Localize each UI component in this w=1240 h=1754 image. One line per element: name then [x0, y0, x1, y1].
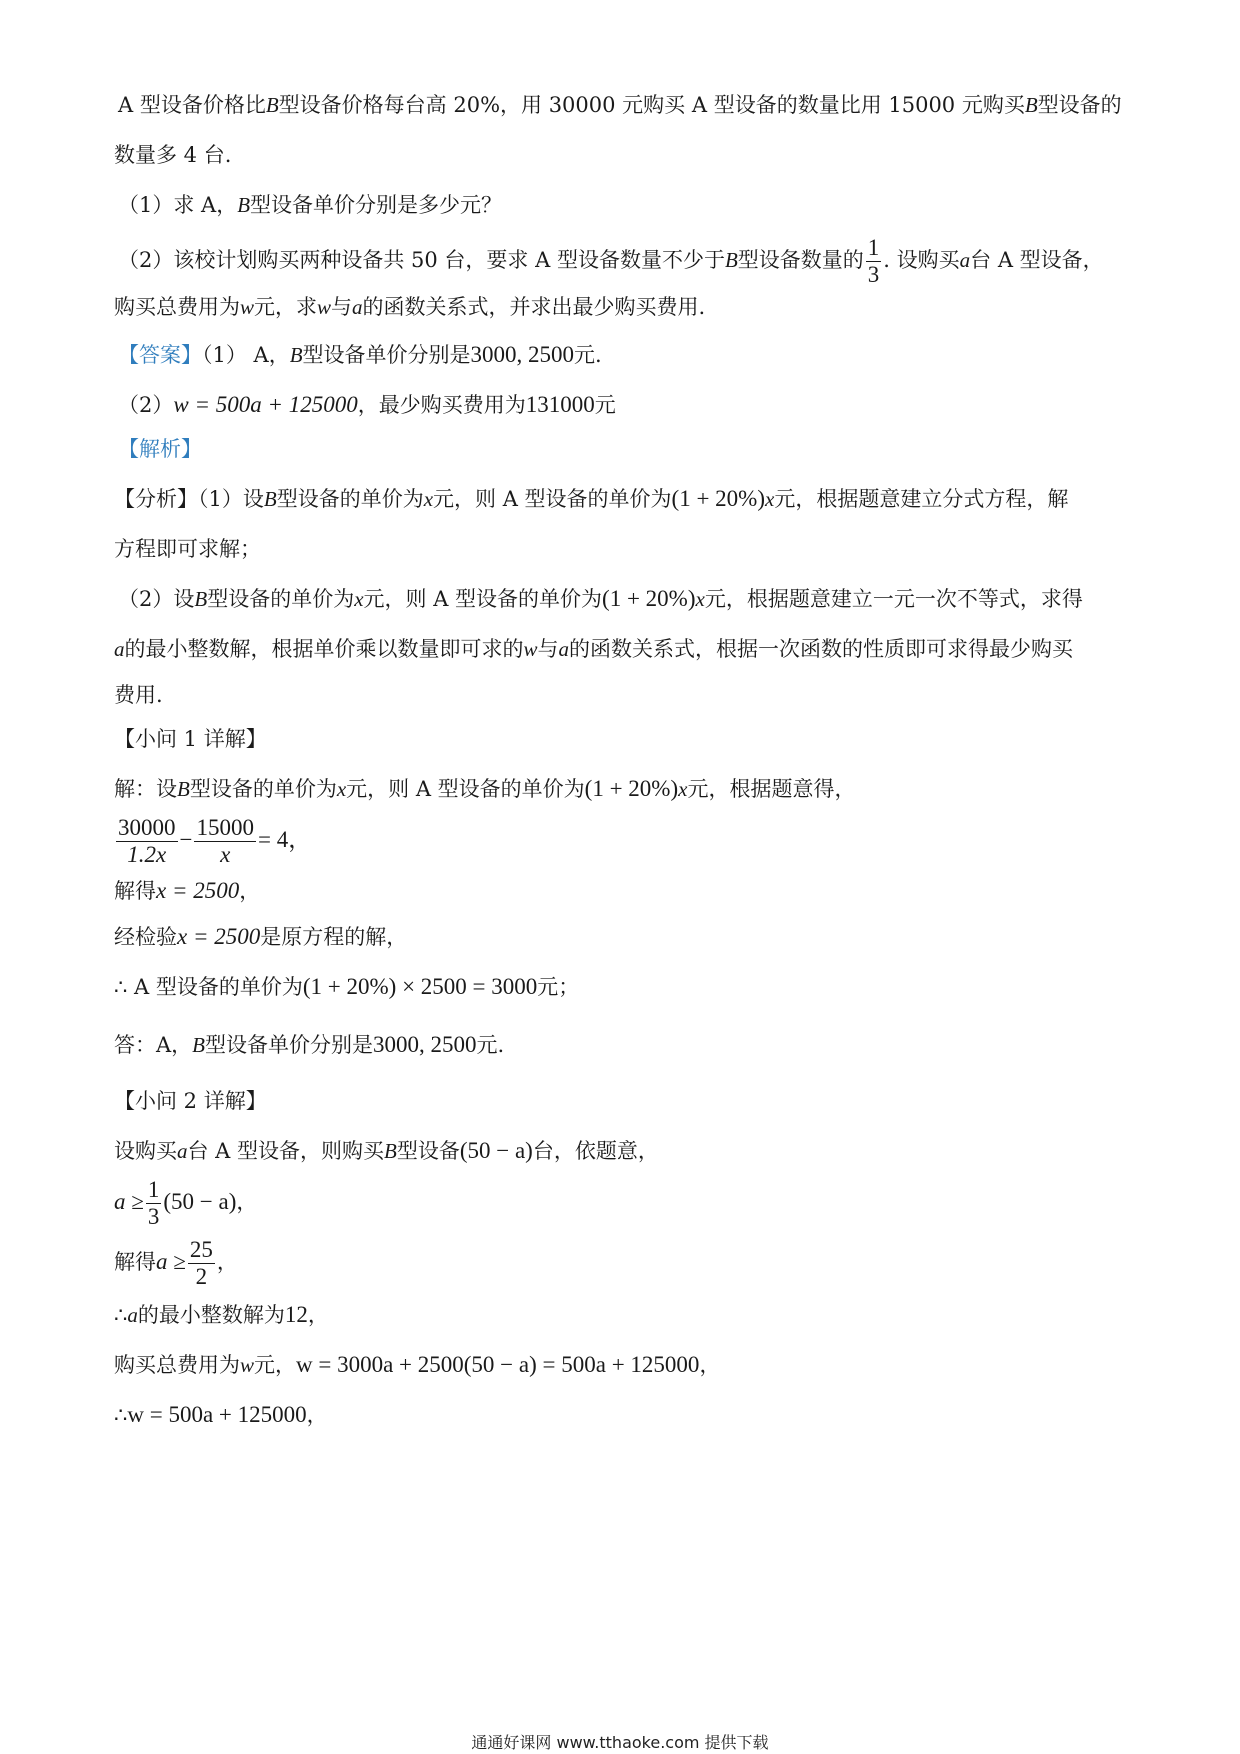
- var-b: B: [724, 248, 738, 272]
- text: 型设备的单价为: [276, 487, 424, 511]
- text: 设购买: [114, 1139, 177, 1163]
- var-b: B: [177, 777, 190, 801]
- text: 型设备单价分别是多少元？: [250, 193, 503, 217]
- answer-line-1: [118, 340, 602, 370]
- detail-2-tag: 【小问 2 详解】: [114, 1089, 267, 1113]
- text: 的函数关系式，并求出最少购买费用.: [362, 295, 706, 319]
- var-b: B: [289, 343, 303, 367]
- text: 与: [331, 295, 353, 319]
- text: 经检验: [114, 925, 177, 949]
- equation-1: [114, 812, 311, 868]
- analysis-line-3: [118, 584, 1083, 614]
- question-1: [118, 190, 502, 220]
- text: ∴: [114, 1303, 128, 1327]
- question-2-line-1: [118, 234, 1104, 288]
- var-b: B: [384, 1139, 397, 1163]
- math: (50 − a): [163, 1189, 237, 1214]
- text: 购买总费用为: [114, 1353, 240, 1377]
- text: 元，: [254, 1353, 297, 1377]
- problem-line-2: 数量多 4 台.: [114, 143, 232, 167]
- text: 【分析】（1）设: [114, 487, 264, 511]
- text: （2）该校计划购买两种设备共 50 台，要求 A 型设备数量不少于: [118, 248, 725, 272]
- text: 台，依题意，: [532, 1139, 659, 1163]
- analysis-line-5: 费用.: [114, 683, 163, 707]
- text: 型设备数量的: [737, 248, 864, 272]
- text: ∴: [114, 1403, 128, 1427]
- math: 12: [284, 1302, 308, 1327]
- var-w: w: [523, 637, 538, 661]
- fraction-denominator: 3: [867, 262, 880, 287]
- math: 3000, 2500: [470, 342, 575, 367]
- var-x: x: [336, 777, 347, 801]
- var-w: w: [240, 1353, 255, 1377]
- var-b: B: [192, 1033, 205, 1057]
- fraction-denominator: 3: [147, 1204, 160, 1229]
- analysis-tag: 【解析】: [118, 437, 202, 461]
- math: a ≥: [114, 1189, 144, 1214]
- math: 131000: [525, 392, 595, 417]
- detail-1-line-6: [114, 1030, 504, 1060]
- var-w: w: [240, 295, 255, 319]
- text: 解得: [114, 1250, 156, 1274]
- fraction-denominator: x: [220, 842, 231, 867]
- fraction-denominator: 2: [195, 1264, 208, 1289]
- fraction-numerator: 15000: [196, 815, 254, 840]
- text: 型设备的单价为: [189, 777, 337, 801]
- answer-line-2: [118, 390, 616, 420]
- text: 答：A，: [114, 1033, 193, 1057]
- text: （2）: [118, 393, 174, 417]
- var-b: B: [1024, 93, 1038, 117]
- text: 型设备价格每台高 20%，用 30000 元购买 A 型设备的数量比用 15000 元购买: [278, 93, 1025, 117]
- text: ，: [216, 1250, 238, 1274]
- text: A 型设备价格比: [118, 93, 266, 117]
- var-b: B: [194, 587, 208, 611]
- var-b: B: [265, 93, 279, 117]
- text: 元: [594, 393, 616, 417]
- math: 3000, 2500: [373, 1032, 477, 1057]
- fraction-one-third: [866, 235, 882, 288]
- fraction: [116, 815, 178, 868]
- detail-2-line-5: [114, 1350, 720, 1380]
- var-x: x: [354, 587, 364, 611]
- detail-2-line-6: [114, 1400, 328, 1430]
- fraction-numerator: 1: [867, 235, 880, 260]
- var-x: x: [765, 487, 775, 511]
- text: 元.: [476, 1033, 505, 1057]
- text: ，: [306, 1403, 328, 1427]
- text: 解得: [114, 879, 156, 903]
- math: a ≥: [156, 1249, 186, 1274]
- text: 元，根据题意建立一元一次不等式，求得: [704, 587, 1083, 611]
- text: （2）设: [118, 587, 195, 611]
- text: 元.: [574, 343, 602, 367]
- text: 型设备: [396, 1139, 460, 1163]
- math: x = 2500: [156, 878, 240, 903]
- problem-line-1: [118, 90, 1122, 120]
- text: 型设备的单价为: [207, 587, 355, 611]
- text: （1）求 A，: [118, 193, 238, 217]
- analysis-line-4: [114, 634, 1073, 664]
- math: (1 + 20%) × 2500 = 3000: [302, 974, 538, 999]
- text: 解：设: [114, 777, 177, 801]
- question-2-line-2: [114, 292, 705, 322]
- detail-2-line-1: [114, 1136, 659, 1166]
- text: （1） A，: [202, 343, 290, 367]
- text: 购买总费用为: [114, 295, 240, 319]
- math: (50 − a): [459, 1138, 533, 1163]
- math: w = 500a + 125000: [173, 392, 358, 417]
- text: 元，求: [254, 295, 318, 319]
- var-b: B: [263, 487, 277, 511]
- fraction-one-third: [146, 1177, 162, 1230]
- text: 型设备单价分别是: [205, 1033, 373, 1057]
- detail-2-line-2: [114, 1174, 257, 1230]
- text: . 设购买: [883, 248, 960, 272]
- math: = 4，: [257, 827, 312, 852]
- fraction-numerator: 30000: [118, 815, 176, 840]
- detail-1-line-1: [114, 774, 855, 804]
- text: 元，则 A 型设备的单价为: [433, 487, 672, 511]
- text: ∴ A 型设备的单价为: [114, 975, 303, 999]
- text: 型设备单价分别是: [302, 343, 471, 367]
- analysis-line-2: 方程即可求解；: [114, 537, 261, 561]
- var-a: a: [114, 637, 125, 661]
- text: 台 A 型设备，: [970, 248, 1104, 272]
- math: w = 3000a + 2500(50 − a) = 500a + 125000: [296, 1352, 700, 1377]
- detail-2-line-3: [114, 1234, 238, 1290]
- text: 元；: [537, 975, 580, 999]
- var-a: a: [177, 1139, 188, 1163]
- text: 是原方程的解，: [260, 925, 408, 949]
- var-x: x: [695, 587, 705, 611]
- text: ，: [699, 1353, 721, 1377]
- detail-1-line-5: [114, 972, 579, 1002]
- text: 的最小整数解，根据单价乘以数量即可求的: [124, 637, 524, 661]
- text: 台 A 型设备，则购买: [187, 1139, 385, 1163]
- text: 型设备的: [1037, 93, 1122, 117]
- text: ，最少购买费用为: [357, 393, 526, 417]
- text: ，: [307, 1303, 329, 1327]
- var-a: a: [558, 637, 570, 661]
- var-a: a: [352, 295, 363, 319]
- text: 元，根据题意得，: [687, 777, 856, 801]
- footer-watermark: 通通好课网 www.tthaoke.com 提供下载: [471, 1733, 769, 1752]
- minus-sign: −: [179, 827, 193, 852]
- text: ，: [236, 1190, 258, 1214]
- math: (1 + 20%): [602, 586, 696, 611]
- answer-tag: 【答案】: [118, 343, 202, 367]
- var-w: w: [317, 295, 332, 319]
- var-a: a: [959, 248, 971, 272]
- detail-1-tag: 【小问 1 详解】: [114, 727, 267, 751]
- text: 与: [537, 637, 559, 661]
- fraction-denominator: 1.2x: [127, 842, 167, 867]
- text: 元，根据题意建立分式方程，解: [774, 487, 1069, 511]
- text: 的函数关系式，根据一次函数的性质即可求得最少购买: [569, 637, 1074, 661]
- detail-2-line-4: [114, 1300, 329, 1330]
- math: x = 2500: [177, 924, 261, 949]
- fraction: [194, 815, 256, 868]
- fraction: [188, 1237, 215, 1290]
- text: ，: [239, 879, 261, 903]
- math: (1 + 20%): [671, 486, 765, 511]
- var-x: x: [423, 487, 434, 511]
- fraction-numerator: 25: [189, 1237, 213, 1262]
- text: 的最小整数解为: [137, 1303, 285, 1327]
- fraction-numerator: 1: [147, 1177, 160, 1202]
- var-b: B: [237, 193, 251, 217]
- text: 元，则 A 型设备的单价为: [363, 587, 603, 611]
- math: (1 + 20%): [584, 776, 679, 801]
- var-a: a: [127, 1303, 138, 1327]
- var-x: x: [678, 777, 688, 801]
- text: 元，则 A 型设备的单价为: [346, 777, 585, 801]
- detail-1-line-4: [114, 922, 407, 952]
- analysis-line-1: [114, 484, 1068, 514]
- detail-1-line-3: [114, 876, 260, 906]
- math: w = 500a + 125000: [127, 1402, 307, 1427]
